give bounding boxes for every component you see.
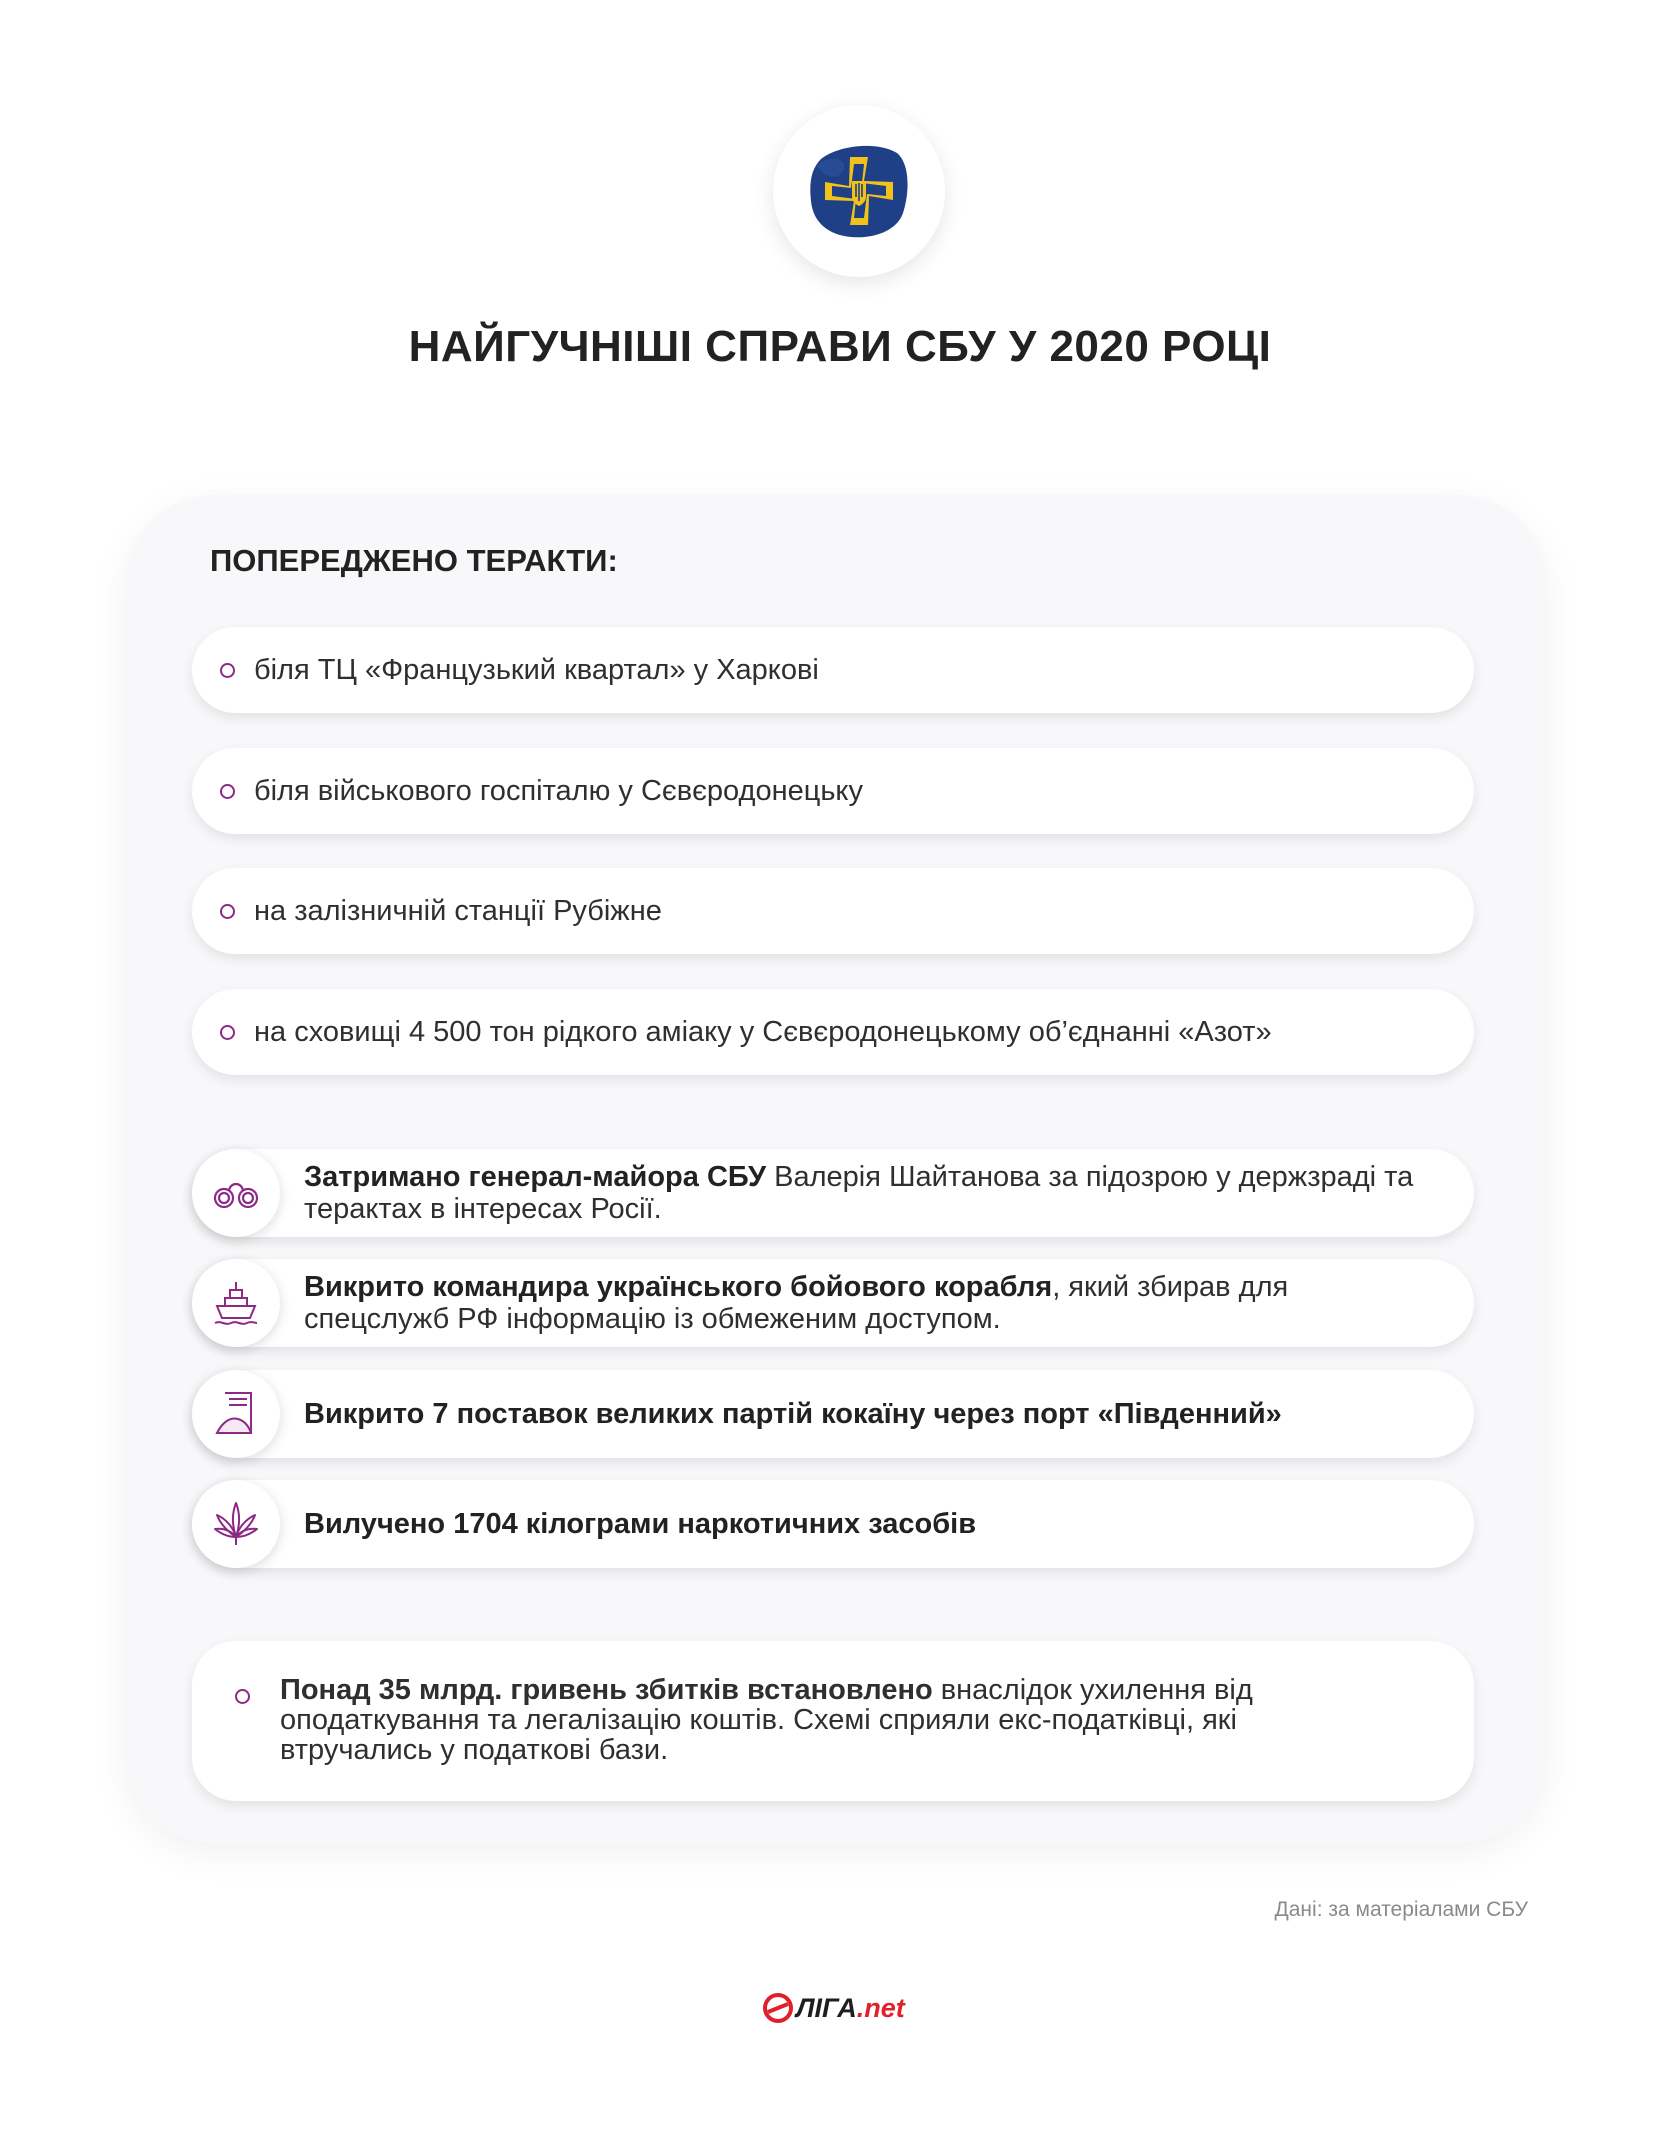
- terror-item: [192, 989, 1474, 1075]
- icon-badge: [192, 1259, 280, 1347]
- section-heading: ПОПЕРЕДЖЕНО ТЕРАКТИ:: [210, 543, 618, 578]
- money-rest-text: внаслідок ухилення від оподаткування та легалізацію коштів. Схемі сприяли екс-податківці, які втручались у податкові бази.: [280, 1674, 1253, 1766]
- icon-badge: [192, 1480, 280, 1568]
- fact-item: [192, 1370, 1474, 1458]
- fact-item: [192, 1259, 1474, 1347]
- terror-item: [192, 627, 1474, 713]
- fact-bold-text: Вилучено 1704 кілограми наркотичних засобів: [304, 1508, 977, 1540]
- money-text: [280, 1675, 1320, 1765]
- terror-item-text: біля військового госпіталю у Сєвєродонецьку: [254, 775, 863, 807]
- terror-item: [192, 868, 1474, 954]
- fact-item: [192, 1480, 1474, 1568]
- icon-badge: [192, 1149, 280, 1237]
- fact-rest-text: Валерія Шайтанова за підозрою у держзраді та терактах в інтересах Росії.: [304, 1161, 1414, 1225]
- bullet-circle-icon: [220, 904, 235, 919]
- brand-suffix: .net: [856, 1992, 905, 2023]
- fact-text: [304, 1370, 1434, 1458]
- bullet-circle-icon: [220, 784, 235, 799]
- money-item: [192, 1641, 1474, 1801]
- fact-text: [304, 1149, 1434, 1237]
- fact-item: [192, 1149, 1474, 1237]
- liga-logo-icon: [762, 1992, 794, 2024]
- logo-badge: [773, 105, 945, 277]
- money-bold-text: Понад 35 млрд. гривень збитків встановлено: [280, 1674, 933, 1706]
- cannabis-leaf-icon: [211, 1499, 261, 1549]
- fact-rest-text: , який збирав для спецслужб РФ інформацію із обмеженим доступом.: [304, 1271, 1289, 1335]
- terror-item: [192, 748, 1474, 834]
- terror-item-text: біля ТЦ «Французький квартал» у Харкові: [254, 654, 819, 686]
- fact-text: [304, 1259, 1434, 1347]
- cocaine-package-icon: [211, 1389, 261, 1439]
- fact-text: [304, 1480, 1434, 1568]
- terror-item-text: на залізничній станції Рубіжне: [254, 895, 662, 927]
- handcuffs-icon: [211, 1168, 261, 1218]
- icon-badge: [192, 1370, 280, 1458]
- warship-icon: [211, 1278, 261, 1328]
- page-title: НАЙГУЧНІШІ СПРАВИ СБУ У 2020 РОЦІ: [408, 322, 1272, 371]
- brand-main: ЛІГА: [796, 1992, 857, 2023]
- brand-logo: [762, 1988, 905, 2028]
- fact-bold-text: Викрито 7 поставок великих партій кокаїну через порт «Південний»: [304, 1398, 1282, 1430]
- fact-bold-text: Затримано генерал-майора СБУ: [304, 1161, 767, 1193]
- bullet-circle-icon: [220, 1025, 235, 1040]
- bullet-circle-icon: [220, 663, 235, 678]
- source-note: Дані: за матеріалами СБУ: [1274, 1898, 1528, 1921]
- sbu-emblem-icon: [799, 131, 919, 251]
- terror-item-text: на сховищі 4 500 тон рідкого аміаку у Сєвєродонецькому об’єднанні «Азот»: [254, 1016, 1272, 1048]
- bullet-circle-icon: [235, 1689, 250, 1704]
- fact-bold-text: Викрито командира українського бойового корабля: [304, 1271, 1053, 1303]
